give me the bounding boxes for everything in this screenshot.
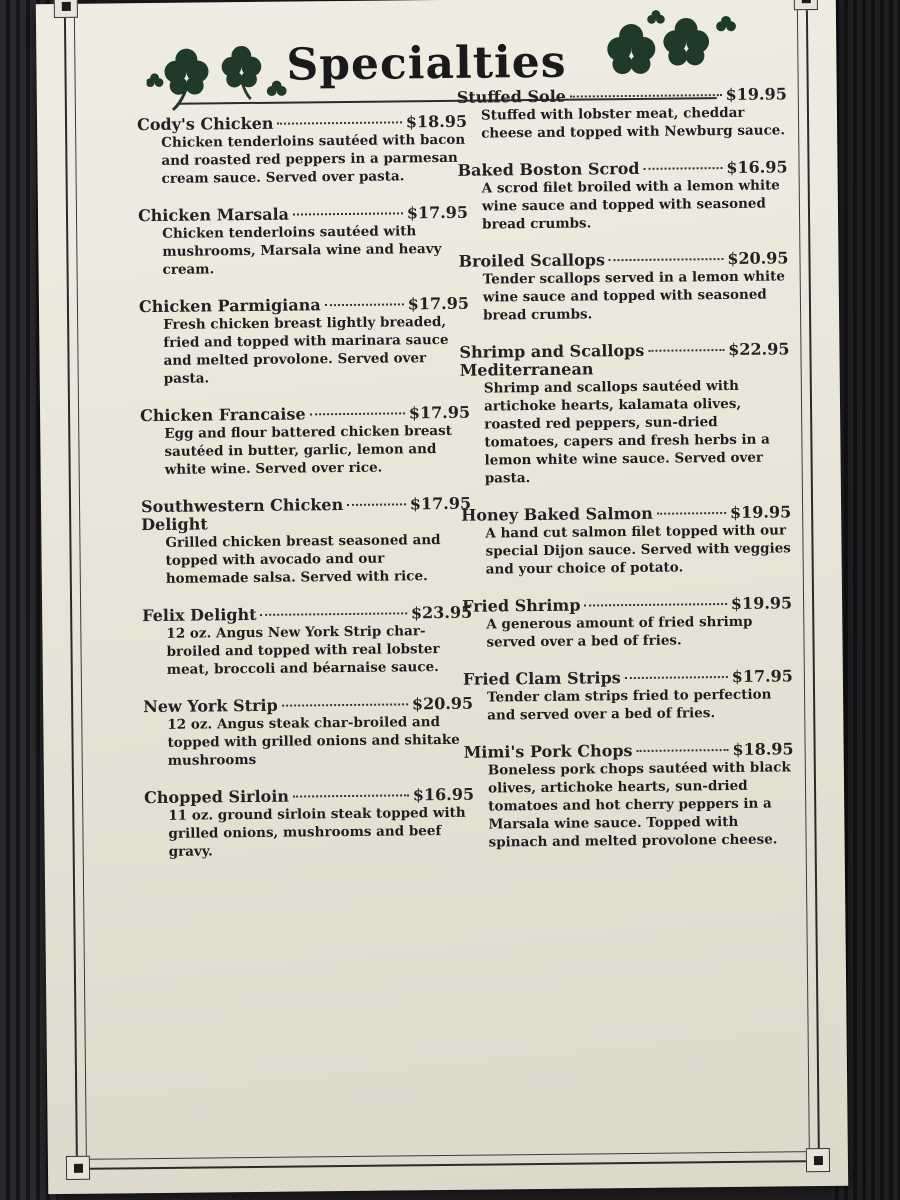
item-price: $17.95 <box>408 402 471 423</box>
item-name: Fried Clam Strips <box>462 668 621 689</box>
item-name: Mimi's Pork Chops <box>463 741 633 762</box>
menu-item <box>458 248 789 324</box>
dot-leader <box>648 349 724 352</box>
menu-item <box>144 785 475 861</box>
item-description: A scrod filet broiled with a lemon white wine sauce and topped with seasoned bread crumbs. <box>481 177 780 233</box>
item-price: $16.95 <box>412 784 475 805</box>
item-name: Fried Shrimp <box>462 595 581 616</box>
dot-leader <box>584 603 726 606</box>
item-price: $17.95 <box>406 202 469 223</box>
item-description: Grilled chicken breast seasoned and topped with avocado and our homemade salsa. Served with rice. <box>165 532 441 587</box>
corner-ornament <box>806 1148 830 1172</box>
dot-leader <box>277 121 401 124</box>
item-description: Fresh chicken breast lightly breaded, fried and topped with marinara sauce and melted provolone. Served over pasta. <box>163 313 449 387</box>
item-name: Chicken Francaise <box>140 404 306 426</box>
menu-item <box>463 666 794 724</box>
dot-leader <box>325 303 404 306</box>
item-description: Tender scallops served in a lemon white wine sauce and topped with seasoned bread crumbs. <box>482 268 785 324</box>
item-price: $19.95 <box>730 593 793 613</box>
item-price: $23.95 <box>410 602 473 623</box>
item-name: Chopped Sirloin <box>144 786 290 808</box>
item-price: $16.95 <box>726 157 788 177</box>
menu-item <box>140 403 471 479</box>
corner-ornament <box>794 0 818 10</box>
menu-column-left <box>137 112 475 879</box>
item-description: A generous amount of fried shrimp served over a bed of fries. <box>486 613 753 651</box>
menu-column-right <box>457 84 795 869</box>
menu-item <box>462 593 793 651</box>
item-price: $17.95 <box>731 666 793 686</box>
menu-page <box>36 0 848 1194</box>
item-description: A hand cut salmon filet topped with our special Dijon sauce. Served with veggies and your choice of potato. <box>485 522 791 578</box>
item-name: Stuffed Sole <box>456 86 567 107</box>
dot-leader <box>293 212 403 215</box>
item-description: Egg and flour battered chicken breast sautéed in butter, garlic, lemon and white wine. Served over rice. <box>164 422 453 478</box>
item-price: $20.95 <box>411 693 474 714</box>
dot-leader <box>310 412 405 415</box>
item-description: Shrimp and scallops sautéed with artichoke hearts, kalamata olives, roasted red peppers, sun-dried tomatoes, capers and fresh herbs in a lemon white wine sauce. Served over pasta. <box>483 377 770 487</box>
menu-item <box>464 739 795 851</box>
menu-item <box>141 494 472 588</box>
menu-item <box>139 294 470 388</box>
dot-leader <box>637 749 729 752</box>
menu-item <box>143 694 474 770</box>
dot-leader <box>282 703 408 706</box>
menu-item <box>138 203 469 279</box>
item-name: Chicken Parmigiana <box>138 295 321 317</box>
item-description: 12 oz. Angus New York Strip char-broiled and topped with real lobster meat, broccoli and béarnaise sauce. <box>166 623 440 678</box>
item-name: Southwestern Chicken <box>140 495 344 517</box>
item-name: Baked Boston Scrod <box>457 158 640 180</box>
item-description: Stuffed with lobster meat, cheddar cheese and topped with Newburg sauce. <box>480 104 786 142</box>
shamrock-icon <box>586 9 747 91</box>
dot-leader <box>657 512 726 515</box>
item-price: $17.95 <box>407 293 470 314</box>
item-name: Shrimp and Scallops <box>459 340 645 362</box>
item-description: Tender clam strips fried to perfection and served over a bed of fries. <box>486 686 772 724</box>
menu-item <box>457 157 788 233</box>
item-description: Chicken tenderloins sautéed with mushrooms, Marsala wine and heavy cream. <box>162 223 442 278</box>
menu-item <box>137 112 468 188</box>
item-name: Felix Delight <box>142 604 257 626</box>
item-price: $20.95 <box>727 248 789 268</box>
dot-leader <box>570 94 722 98</box>
item-name: New York Strip <box>143 695 278 717</box>
item-name-continued: Mediterranean <box>459 359 594 380</box>
item-name: Broiled Scallops <box>458 250 606 271</box>
item-description: Boneless pork chops sautéed with black olives, artichoke hearts, sun-dried tomatoes and hot cherry peppers in a Marsala wine sauce. Topped with spinach and melted provolone cheese. <box>487 759 791 851</box>
item-price: $17.95 <box>409 493 472 514</box>
item-description: 11 oz. ground sirloin steak topped with grilled onions, mushrooms and beef gravy. <box>168 804 466 860</box>
dot-leader <box>293 794 409 797</box>
dot-leader <box>644 167 723 170</box>
item-price: $22.95 <box>728 339 790 359</box>
item-price: $18.95 <box>405 111 468 132</box>
corner-ornament <box>66 1156 90 1180</box>
item-price: $19.95 <box>729 502 792 522</box>
dot-leader <box>625 676 728 679</box>
dot-leader <box>609 258 723 261</box>
item-name: Honey Baked Salmon <box>461 503 653 525</box>
menu-item <box>142 603 473 679</box>
menu-item <box>461 502 792 578</box>
page-title: Specialties <box>286 36 567 91</box>
dot-leader <box>261 612 407 616</box>
item-name: Cody's Chicken <box>136 113 274 135</box>
item-name-continued: Delight <box>141 514 208 535</box>
corner-ornament <box>54 0 78 18</box>
item-name: Chicken Marsala <box>137 204 290 226</box>
item-description: 12 oz. Angus steak char-broiled and topped with grilled onions and shitake mushrooms <box>167 714 460 769</box>
menu-item <box>457 84 788 142</box>
dot-leader <box>347 503 406 506</box>
item-price: $18.95 <box>732 739 794 759</box>
menu-item <box>459 339 791 487</box>
item-description: Chicken tenderloins sautéed with bacon and roasted red peppers in a parmesan cream sauce. Served over pasta. <box>161 131 466 187</box>
item-price: $19.95 <box>725 84 787 105</box>
